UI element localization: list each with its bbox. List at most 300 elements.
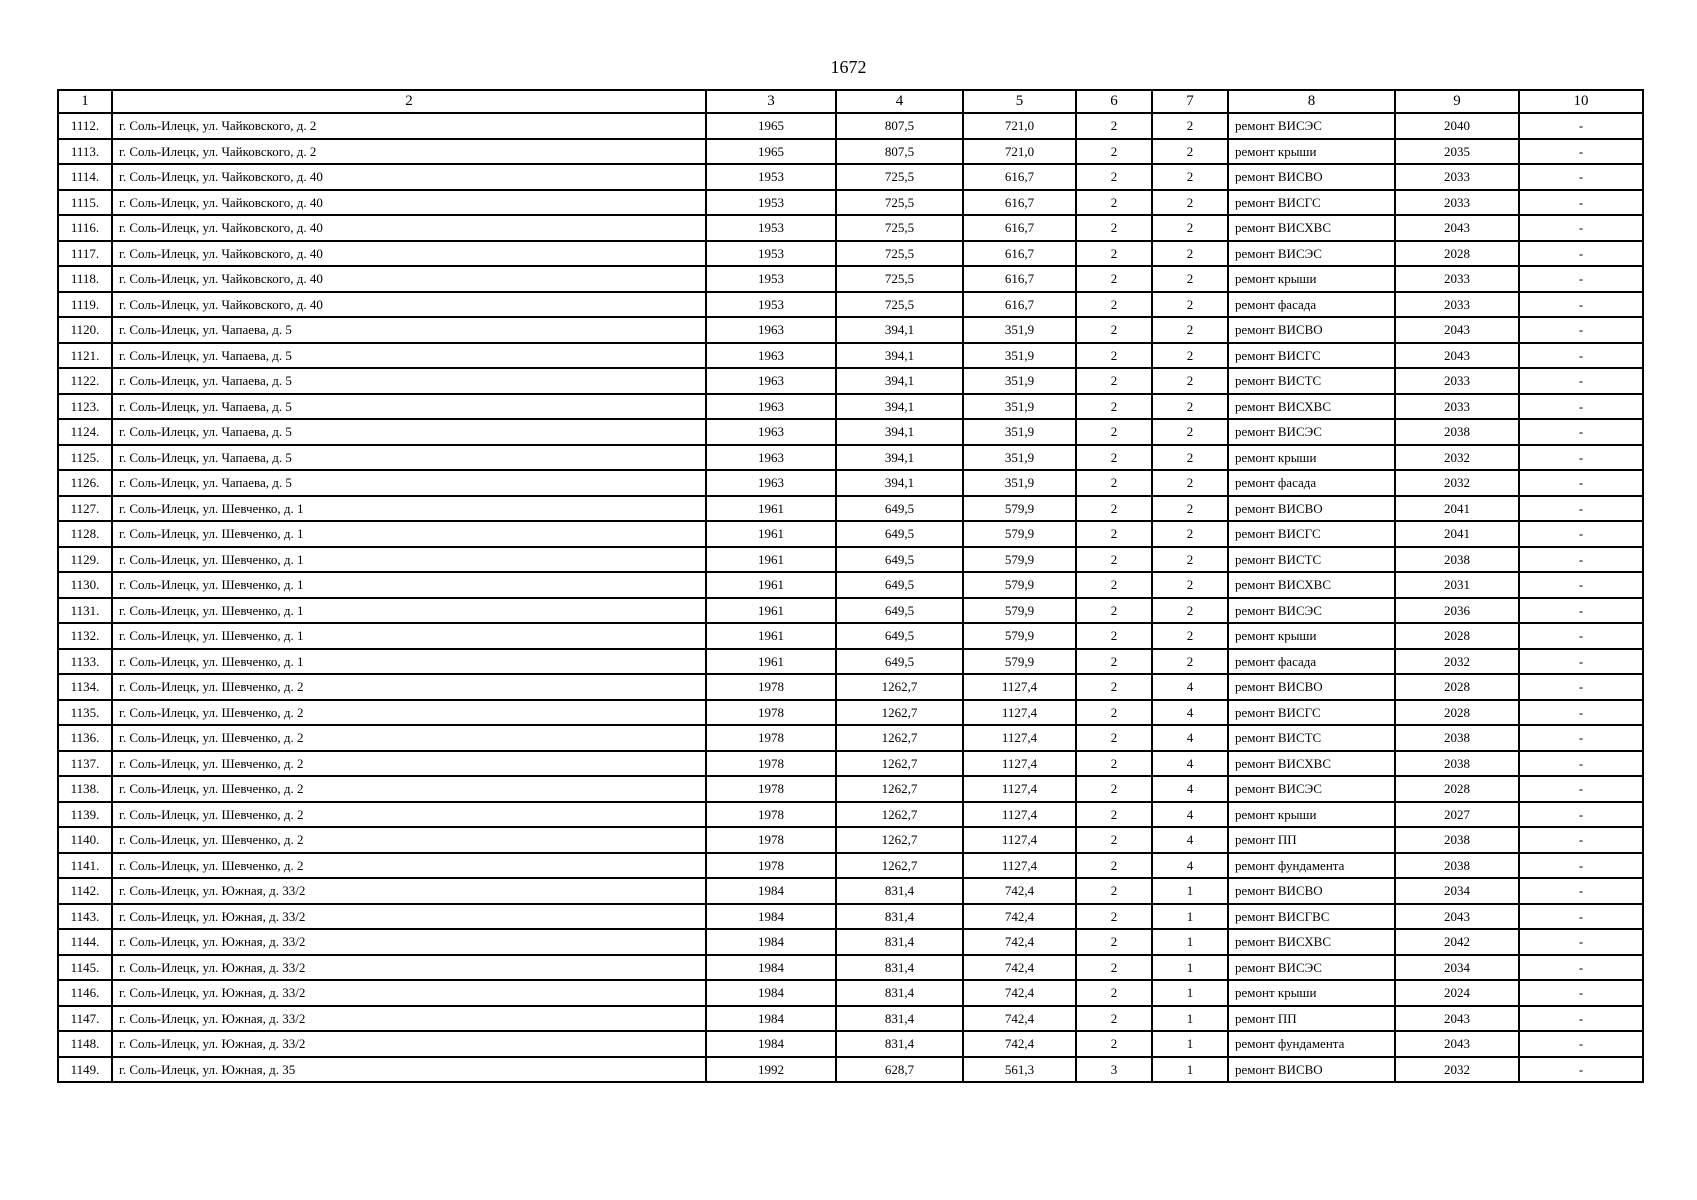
table-cell-col-10: - (1519, 419, 1643, 445)
table-cell-col-5: 351,9 (963, 470, 1076, 496)
table-cell-col-3: 1963 (706, 419, 836, 445)
table-cell-col-1: 1133. (58, 649, 112, 675)
table-cell-col-5: 351,9 (963, 317, 1076, 343)
table-cell-col-5: 721,0 (963, 139, 1076, 165)
table-cell-col-7: 4 (1152, 725, 1228, 751)
table-cell-col-10: - (1519, 623, 1643, 649)
table-cell-col-10: - (1519, 776, 1643, 802)
table-cell-col-8: ремонт ВИСЭС (1228, 241, 1395, 267)
table-cell-col-4: 725,5 (836, 190, 963, 216)
table-cell-col-5: 742,4 (963, 1006, 1076, 1032)
table-cell-col-6: 2 (1076, 343, 1152, 369)
table-cell-col-7: 2 (1152, 445, 1228, 471)
table-cell-col-5: 1127,4 (963, 853, 1076, 879)
table-row (58, 445, 1643, 471)
table-cell-col-1: 1141. (58, 853, 112, 879)
table-cell-col-4: 649,5 (836, 572, 963, 598)
table-row (58, 802, 1643, 828)
table-cell-col-4: 831,4 (836, 1006, 963, 1032)
table-cell-col-8: ремонт фундамента (1228, 1031, 1395, 1057)
table-cell-col-6: 2 (1076, 598, 1152, 624)
table-cell-col-4: 394,1 (836, 470, 963, 496)
table-cell-col-1: 1122. (58, 368, 112, 394)
table-row (58, 776, 1643, 802)
table-cell-col-8: ремонт ВИСВО (1228, 878, 1395, 904)
table-row (58, 368, 1643, 394)
table-cell-col-6: 2 (1076, 649, 1152, 675)
table-cell-col-8: ремонт ВИСЭС (1228, 955, 1395, 981)
table-cell-col-4: 807,5 (836, 113, 963, 139)
table-cell-col-3: 1961 (706, 572, 836, 598)
table-cell-col-5: 579,9 (963, 496, 1076, 522)
table-cell-col-1: 1142. (58, 878, 112, 904)
table-cell-col-8: ремонт крыши (1228, 623, 1395, 649)
table-row (58, 853, 1643, 879)
table-row (58, 521, 1643, 547)
table-row (58, 496, 1643, 522)
table-cell-col-2: г. Соль-Илецк, ул. Чайковского, д. 40 (112, 215, 706, 241)
table-row (58, 1057, 1643, 1083)
table-cell-col-1: 1121. (58, 343, 112, 369)
table-cell-col-7: 2 (1152, 292, 1228, 318)
table-cell-col-3: 1963 (706, 445, 836, 471)
table-cell-col-4: 1262,7 (836, 674, 963, 700)
table-cell-col-8: ремонт ВИСВО (1228, 674, 1395, 700)
table-cell-col-6: 2 (1076, 470, 1152, 496)
table-cell-col-10: - (1519, 955, 1643, 981)
table-cell-col-2: г. Соль-Илецк, ул. Чапаева, д. 5 (112, 445, 706, 471)
table-cell-col-8: ремонт крыши (1228, 445, 1395, 471)
table-cell-col-1: 1123. (58, 394, 112, 420)
table-cell-col-5: 742,4 (963, 904, 1076, 930)
table-cell-col-9: 2038 (1395, 419, 1519, 445)
table-cell-col-5: 579,9 (963, 649, 1076, 675)
table-cell-col-3: 1963 (706, 368, 836, 394)
table-cell-col-1: 1138. (58, 776, 112, 802)
table-cell-col-7: 1 (1152, 1006, 1228, 1032)
table-body (58, 113, 1643, 1082)
table-cell-col-7: 1 (1152, 1057, 1228, 1083)
table-cell-col-7: 2 (1152, 343, 1228, 369)
table-cell-col-10: - (1519, 521, 1643, 547)
column-header-8: 8 (1228, 90, 1395, 113)
table-row (58, 1006, 1643, 1032)
table-cell-col-2: г. Соль-Илецк, ул. Южная, д. 33/2 (112, 929, 706, 955)
column-header-6: 6 (1076, 90, 1152, 113)
table-cell-col-5: 742,4 (963, 929, 1076, 955)
table-cell-col-10: - (1519, 878, 1643, 904)
table-cell-col-1: 1149. (58, 1057, 112, 1083)
table-row (58, 929, 1643, 955)
table-cell-col-5: 616,7 (963, 241, 1076, 267)
table-cell-col-6: 2 (1076, 368, 1152, 394)
table-cell-col-8: ремонт ВИСЭС (1228, 598, 1395, 624)
table-cell-col-7: 2 (1152, 266, 1228, 292)
table-cell-col-4: 649,5 (836, 598, 963, 624)
table-cell-col-5: 1127,4 (963, 700, 1076, 726)
table-cell-col-4: 1262,7 (836, 802, 963, 828)
table-cell-col-6: 2 (1076, 827, 1152, 853)
table-cell-col-8: ремонт ВИСВО (1228, 1057, 1395, 1083)
table-cell-col-2: г. Соль-Илецк, ул. Чайковского, д. 40 (112, 241, 706, 267)
table-cell-col-10: - (1519, 266, 1643, 292)
column-header-9: 9 (1395, 90, 1519, 113)
table-cell-col-9: 2032 (1395, 470, 1519, 496)
table-cell-col-5: 616,7 (963, 164, 1076, 190)
table-cell-col-6: 2 (1076, 751, 1152, 777)
table-cell-col-2: г. Соль-Илецк, ул. Шевченко, д. 1 (112, 496, 706, 522)
table-cell-col-6: 3 (1076, 1057, 1152, 1083)
table-cell-col-1: 1134. (58, 674, 112, 700)
table-cell-col-2: г. Соль-Илецк, ул. Чайковского, д. 40 (112, 292, 706, 318)
table-row (58, 725, 1643, 751)
table-cell-col-8: ремонт ВИСГС (1228, 521, 1395, 547)
table-cell-col-9: 2043 (1395, 1031, 1519, 1057)
table-row (58, 674, 1643, 700)
table-cell-col-7: 2 (1152, 623, 1228, 649)
table-cell-col-4: 394,1 (836, 343, 963, 369)
table-cell-col-8: ремонт ВИСВО (1228, 496, 1395, 522)
table-cell-col-8: ремонт ВИСХВС (1228, 215, 1395, 241)
table-cell-col-8: ремонт ВИСХВС (1228, 394, 1395, 420)
table-cell-col-1: 1124. (58, 419, 112, 445)
table-cell-col-5: 742,4 (963, 878, 1076, 904)
table-cell-col-4: 831,4 (836, 929, 963, 955)
table-cell-col-6: 2 (1076, 113, 1152, 139)
table-cell-col-6: 2 (1076, 496, 1152, 522)
table-cell-col-1: 1144. (58, 929, 112, 955)
table-cell-col-6: 2 (1076, 700, 1152, 726)
table-cell-col-9: 2027 (1395, 802, 1519, 828)
table-cell-col-2: г. Соль-Илецк, ул. Шевченко, д. 2 (112, 853, 706, 879)
table-cell-col-7: 4 (1152, 776, 1228, 802)
table-cell-col-7: 2 (1152, 521, 1228, 547)
table-cell-col-1: 1140. (58, 827, 112, 853)
table-cell-col-6: 2 (1076, 725, 1152, 751)
table-cell-col-4: 649,5 (836, 496, 963, 522)
table-cell-col-10: - (1519, 598, 1643, 624)
table-cell-col-9: 2028 (1395, 241, 1519, 267)
table-cell-col-4: 831,4 (836, 1031, 963, 1057)
table-cell-col-6: 2 (1076, 623, 1152, 649)
table-cell-col-6: 2 (1076, 292, 1152, 318)
table-cell-col-5: 742,4 (963, 955, 1076, 981)
table-cell-col-9: 2043 (1395, 343, 1519, 369)
table-cell-col-7: 2 (1152, 190, 1228, 216)
table-row (58, 241, 1643, 267)
table-cell-col-1: 1136. (58, 725, 112, 751)
table-cell-col-6: 2 (1076, 853, 1152, 879)
table-cell-col-9: 2038 (1395, 853, 1519, 879)
table-cell-col-2: г. Соль-Илецк, ул. Шевченко, д. 1 (112, 623, 706, 649)
table-cell-col-10: - (1519, 317, 1643, 343)
table-cell-col-2: г. Соль-Илецк, ул. Шевченко, д. 1 (112, 521, 706, 547)
table-cell-col-4: 1262,7 (836, 725, 963, 751)
table-cell-col-10: - (1519, 445, 1643, 471)
table-cell-col-10: - (1519, 700, 1643, 726)
table-cell-col-4: 649,5 (836, 521, 963, 547)
table-cell-col-1: 1114. (58, 164, 112, 190)
table-row (58, 215, 1643, 241)
table-cell-col-2: г. Соль-Илецк, ул. Чапаева, д. 5 (112, 317, 706, 343)
table-cell-col-10: - (1519, 802, 1643, 828)
table-row (58, 470, 1643, 496)
table-cell-col-6: 2 (1076, 164, 1152, 190)
table-cell-col-5: 351,9 (963, 419, 1076, 445)
table-cell-col-3: 1953 (706, 164, 836, 190)
table-cell-col-3: 1963 (706, 394, 836, 420)
table-cell-col-7: 2 (1152, 113, 1228, 139)
table-cell-col-7: 4 (1152, 827, 1228, 853)
table-cell-col-1: 1113. (58, 139, 112, 165)
table-row (58, 343, 1643, 369)
table-cell-col-9: 2038 (1395, 725, 1519, 751)
table-cell-col-8: ремонт ВИСТС (1228, 547, 1395, 573)
table-cell-col-3: 1965 (706, 113, 836, 139)
table-cell-col-5: 1127,4 (963, 827, 1076, 853)
table-cell-col-5: 1127,4 (963, 725, 1076, 751)
table-cell-col-3: 1978 (706, 802, 836, 828)
table-cell-col-2: г. Соль-Илецк, ул. Южная, д. 33/2 (112, 980, 706, 1006)
table-row (58, 419, 1643, 445)
table-cell-col-1: 1115. (58, 190, 112, 216)
table-cell-col-10: - (1519, 827, 1643, 853)
table-cell-col-3: 1984 (706, 1006, 836, 1032)
table-cell-col-5: 561,3 (963, 1057, 1076, 1083)
table-cell-col-6: 2 (1076, 1031, 1152, 1057)
table-cell-col-5: 1127,4 (963, 776, 1076, 802)
table-cell-col-3: 1978 (706, 674, 836, 700)
table-cell-col-8: ремонт ВИСВО (1228, 317, 1395, 343)
table-cell-col-9: 2032 (1395, 1057, 1519, 1083)
table-cell-col-3: 1953 (706, 266, 836, 292)
table-cell-col-6: 2 (1076, 980, 1152, 1006)
table-cell-col-10: - (1519, 470, 1643, 496)
table-cell-col-5: 616,7 (963, 292, 1076, 318)
table-cell-col-1: 1128. (58, 521, 112, 547)
table-cell-col-3: 1953 (706, 241, 836, 267)
table-cell-col-4: 1262,7 (836, 751, 963, 777)
table-cell-col-9: 2043 (1395, 317, 1519, 343)
table-cell-col-4: 725,5 (836, 292, 963, 318)
table-row (58, 113, 1643, 139)
table-cell-col-7: 2 (1152, 368, 1228, 394)
table-cell-col-2: г. Соль-Илецк, ул. Южная, д. 33/2 (112, 955, 706, 981)
table-cell-col-8: ремонт ПП (1228, 1006, 1395, 1032)
table-cell-col-5: 1127,4 (963, 674, 1076, 700)
table-cell-col-6: 2 (1076, 419, 1152, 445)
column-header-5: 5 (963, 90, 1076, 113)
table-cell-col-8: ремонт фасада (1228, 649, 1395, 675)
table-cell-col-5: 1127,4 (963, 802, 1076, 828)
table-cell-col-7: 2 (1152, 139, 1228, 165)
table-cell-col-7: 1 (1152, 1031, 1228, 1057)
table-cell-col-4: 394,1 (836, 419, 963, 445)
table-cell-col-4: 628,7 (836, 1057, 963, 1083)
table-cell-col-2: г. Соль-Илецк, ул. Шевченко, д. 1 (112, 572, 706, 598)
table-cell-col-2: г. Соль-Илецк, ул. Южная, д. 33/2 (112, 904, 706, 930)
table-cell-col-10: - (1519, 496, 1643, 522)
table-row (58, 598, 1643, 624)
table-cell-col-10: - (1519, 113, 1643, 139)
table-cell-col-9: 2028 (1395, 674, 1519, 700)
table-cell-col-7: 1 (1152, 955, 1228, 981)
table-cell-col-7: 2 (1152, 241, 1228, 267)
table-cell-col-6: 2 (1076, 394, 1152, 420)
table-row (58, 139, 1643, 165)
table-cell-col-10: - (1519, 164, 1643, 190)
registry-table (57, 89, 1644, 1083)
table-cell-col-9: 2033 (1395, 164, 1519, 190)
table-cell-col-1: 1116. (58, 215, 112, 241)
table-cell-col-2: г. Соль-Илецк, ул. Чайковского, д. 2 (112, 113, 706, 139)
table-cell-col-2: г. Соль-Илецк, ул. Шевченко, д. 1 (112, 598, 706, 624)
table-row (58, 572, 1643, 598)
table-cell-col-8: ремонт ВИСТС (1228, 368, 1395, 394)
table-cell-col-9: 2028 (1395, 776, 1519, 802)
table-cell-col-8: ремонт фасада (1228, 292, 1395, 318)
table-row (58, 394, 1643, 420)
table-cell-col-2: г. Соль-Илецк, ул. Шевченко, д. 1 (112, 547, 706, 573)
table-cell-col-1: 1130. (58, 572, 112, 598)
table-cell-col-9: 2028 (1395, 700, 1519, 726)
table-cell-col-4: 1262,7 (836, 700, 963, 726)
table-cell-col-9: 2041 (1395, 496, 1519, 522)
table-cell-col-9: 2034 (1395, 878, 1519, 904)
table-cell-col-9: 2033 (1395, 266, 1519, 292)
table-cell-col-8: ремонт фасада (1228, 470, 1395, 496)
table-cell-col-9: 2043 (1395, 904, 1519, 930)
table-cell-col-1: 1126. (58, 470, 112, 496)
table-cell-col-5: 351,9 (963, 343, 1076, 369)
table-cell-col-5: 579,9 (963, 521, 1076, 547)
table-cell-col-3: 1963 (706, 343, 836, 369)
table-cell-col-10: - (1519, 292, 1643, 318)
table-cell-col-6: 2 (1076, 241, 1152, 267)
table-cell-col-2: г. Соль-Илецк, ул. Чапаева, д. 5 (112, 368, 706, 394)
table-cell-col-9: 2036 (1395, 598, 1519, 624)
table-cell-col-7: 2 (1152, 394, 1228, 420)
table-row (58, 827, 1643, 853)
table-cell-col-9: 2043 (1395, 1006, 1519, 1032)
table-cell-col-3: 1978 (706, 776, 836, 802)
table-cell-col-9: 2032 (1395, 445, 1519, 471)
table-row (58, 164, 1643, 190)
table-cell-col-6: 2 (1076, 904, 1152, 930)
table-cell-col-2: г. Соль-Илецк, ул. Чайковского, д. 40 (112, 190, 706, 216)
table-cell-col-1: 1145. (58, 955, 112, 981)
table-cell-col-5: 351,9 (963, 368, 1076, 394)
table-cell-col-8: ремонт ВИСГС (1228, 700, 1395, 726)
table-cell-col-8: ремонт фундамента (1228, 853, 1395, 879)
table-cell-col-4: 1262,7 (836, 827, 963, 853)
table-cell-col-7: 4 (1152, 751, 1228, 777)
table-cell-col-4: 831,4 (836, 904, 963, 930)
table-cell-col-7: 2 (1152, 215, 1228, 241)
table-cell-col-9: 2038 (1395, 751, 1519, 777)
table-cell-col-9: 2033 (1395, 368, 1519, 394)
table-cell-col-9: 2033 (1395, 190, 1519, 216)
table-cell-col-3: 1984 (706, 929, 836, 955)
table-cell-col-7: 2 (1152, 572, 1228, 598)
table-cell-col-7: 4 (1152, 802, 1228, 828)
table-cell-col-2: г. Соль-Илецк, ул. Шевченко, д. 2 (112, 802, 706, 828)
table-cell-col-1: 1135. (58, 700, 112, 726)
table-row (58, 623, 1643, 649)
table-cell-col-5: 1127,4 (963, 751, 1076, 777)
table-cell-col-10: - (1519, 394, 1643, 420)
table-cell-col-2: г. Соль-Илецк, ул. Шевченко, д. 2 (112, 776, 706, 802)
table-cell-col-3: 1961 (706, 521, 836, 547)
table-cell-col-7: 4 (1152, 853, 1228, 879)
table-cell-col-8: ремонт ПП (1228, 827, 1395, 853)
table-cell-col-8: ремонт крыши (1228, 980, 1395, 1006)
table-cell-col-9: 2032 (1395, 649, 1519, 675)
table-cell-col-3: 1984 (706, 980, 836, 1006)
table-cell-col-7: 2 (1152, 470, 1228, 496)
table-cell-col-10: - (1519, 241, 1643, 267)
table-cell-col-6: 2 (1076, 1006, 1152, 1032)
table-cell-col-3: 1984 (706, 1031, 836, 1057)
table-cell-col-10: - (1519, 929, 1643, 955)
table-cell-col-4: 394,1 (836, 317, 963, 343)
table-cell-col-4: 831,4 (836, 878, 963, 904)
table-cell-col-10: - (1519, 725, 1643, 751)
table-cell-col-3: 1978 (706, 700, 836, 726)
table-cell-col-5: 579,9 (963, 623, 1076, 649)
table-cell-col-9: 2034 (1395, 955, 1519, 981)
table-cell-col-3: 1984 (706, 878, 836, 904)
table-cell-col-8: ремонт ВИСГС (1228, 190, 1395, 216)
table-row (58, 980, 1643, 1006)
table-cell-col-6: 2 (1076, 215, 1152, 241)
table-cell-col-6: 2 (1076, 445, 1152, 471)
table-cell-col-7: 1 (1152, 980, 1228, 1006)
table-cell-col-2: г. Соль-Илецк, ул. Чайковского, д. 40 (112, 164, 706, 190)
table-cell-col-6: 2 (1076, 190, 1152, 216)
table-cell-col-5: 616,7 (963, 266, 1076, 292)
table-cell-col-2: г. Соль-Илецк, ул. Чапаева, д. 5 (112, 470, 706, 496)
table-cell-col-7: 1 (1152, 878, 1228, 904)
table-cell-col-2: г. Соль-Илецк, ул. Шевченко, д. 2 (112, 827, 706, 853)
table-cell-col-3: 1963 (706, 317, 836, 343)
table-cell-col-9: 2040 (1395, 113, 1519, 139)
table-cell-col-10: - (1519, 1031, 1643, 1057)
table-cell-col-1: 1118. (58, 266, 112, 292)
column-header-row (58, 90, 1643, 113)
table-cell-col-1: 1120. (58, 317, 112, 343)
table-cell-col-2: г. Соль-Илецк, ул. Чапаева, д. 5 (112, 394, 706, 420)
table-cell-col-1: 1125. (58, 445, 112, 471)
table-cell-col-4: 807,5 (836, 139, 963, 165)
table-cell-col-8: ремонт ВИСВО (1228, 164, 1395, 190)
table-cell-col-2: г. Соль-Илецк, ул. Шевченко, д. 2 (112, 725, 706, 751)
table-cell-col-6: 2 (1076, 929, 1152, 955)
table-cell-col-5: 616,7 (963, 190, 1076, 216)
table-cell-col-9: 2033 (1395, 394, 1519, 420)
table-cell-col-10: - (1519, 343, 1643, 369)
table-cell-col-8: ремонт крыши (1228, 139, 1395, 165)
table-cell-col-8: ремонт крыши (1228, 266, 1395, 292)
table-cell-col-5: 721,0 (963, 113, 1076, 139)
table-cell-col-9: 2028 (1395, 623, 1519, 649)
table-cell-col-1: 1139. (58, 802, 112, 828)
page-number: 1672 (830, 57, 867, 77)
column-header-3: 3 (706, 90, 836, 113)
table-cell-col-10: - (1519, 215, 1643, 241)
table-cell-col-3: 1953 (706, 292, 836, 318)
table-cell-col-2: г. Соль-Илецк, ул. Южная, д. 33/2 (112, 1031, 706, 1057)
